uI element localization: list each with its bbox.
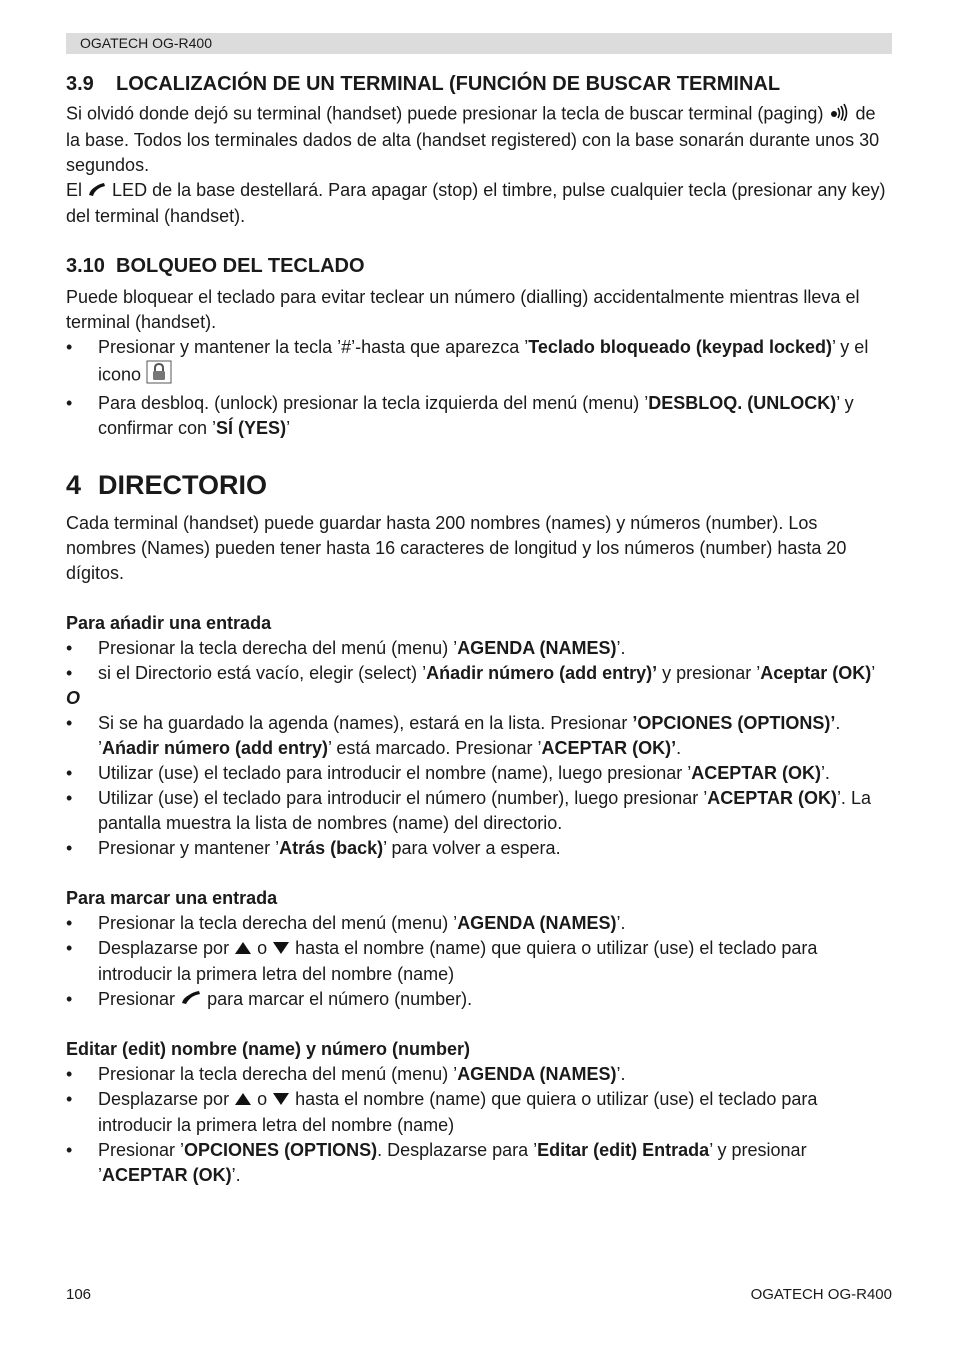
list-item: • Utilizar (use) el teclado para introducir el nombre (name), luego presionar ’ACEPTAR (OK)’.: [66, 762, 830, 783]
bullet-list: [66, 335, 892, 441]
list-item: • Presionar la tecla derecha del menú (menu) ’AGENDA (NAMES)’.: [66, 637, 626, 658]
list-item: • Utilizar (use) el teclado para introducir el número (number), luego presionar ’ACEPTAR (OK)’. La pantalla muestra la lista de nombres (name) del directorio.: [66, 787, 871, 833]
list-item: • Para desbloq. (unlock) presionar la tecla izquierda del menú (menu) ’DESBLOQ. (UNLOCK)’ y confirmar con ’SÍ (YES)’: [66, 392, 854, 438]
down-arrow-icon: [272, 937, 290, 962]
section-number: 3.10: [66, 254, 105, 277]
section-title: BOLQUEO DEL TECLADO: [116, 254, 365, 277]
list-item: • Desplazarse por o hasta el nombre (name) que quiera o utilizar (use) el teclado para introducir la primera letra del nombre (name): [66, 1089, 818, 1135]
bullet-list: [66, 1062, 892, 1188]
section-3-10-heading: [66, 254, 892, 279]
list-item: • Presionar la tecla derecha del menú (menu) ’AGENDA (NAMES)’.: [66, 912, 626, 933]
bullet-list: [66, 711, 892, 861]
padlock-icon: [146, 360, 172, 391]
subsection-heading-edit: Editar (edit) nombre (name) y número (number): [66, 1039, 471, 1060]
paragraph: Puede bloquear el teclado para evitar teclear un número (dialling) accidentalmente mientras lleva el terminal (handset).: [66, 286, 860, 332]
phone-handset-icon: [180, 987, 202, 1012]
section-number: 3.9: [66, 73, 94, 95]
bullet-list: [66, 911, 892, 1013]
list-item: • Presionar y mantener ’Atrás (back)’ para volver a espera.: [66, 837, 561, 858]
list-item: • si el Directorio está vacío, elegir (select) ’Ańadir número (add entry)’ y presionar ’Aceptar (OK)’: [66, 662, 876, 683]
bullet-list: [66, 636, 892, 686]
up-arrow-icon: [234, 937, 252, 962]
list-item: • Presionar y mantener la tecla ’#’-hasta que aparezca ’Teclado bloqueado (keypad locked)’ y el icono: [66, 335, 892, 391]
up-arrow-icon: [234, 1088, 252, 1113]
running-header: OGATECH OG-R400: [66, 33, 892, 54]
chapter-number: 4: [66, 469, 82, 500]
subsection-heading-add: Para ańadir una entrada: [66, 612, 272, 633]
paragraph: Si olvidó donde dejó su terminal (handset) puede presionar la tecla de buscar terminal (paging) de la base. Todos los terminales dados de alta (handset registered) con la base sonarán durante unos 30 segundos.: [66, 101, 892, 178]
subsection-heading-dial: Para marcar una entrada: [66, 887, 278, 908]
list-item: • Presionar la tecla derecha del menú (menu) ’AGENDA (NAMES)’.: [66, 1064, 626, 1085]
or-separator: O: [66, 687, 81, 708]
section-3-9-heading: [66, 72, 892, 97]
list-item: • Presionar ’OPCIONES (OPTIONS). Desplazarse para ’Editar (edit) Entrada’ y presionar ’ACEPTAR (OK)’.: [66, 1140, 807, 1185]
paragraph: El LED de la base destellará. Para apagar (stop) el timbre, pulse cualquier tecla (presionar any key) del terminal (handset).: [66, 180, 886, 226]
paragraph: Cada terminal (handset) puede guardar hasta 200 nombres (names) y números (number). Los nombres (Names) pueden tener hasta 16 caracteres de longitud y los números (number) hasta 20 dígitos.: [66, 512, 847, 583]
page-number: 106: [66, 1286, 92, 1303]
paging-icon: [828, 101, 850, 128]
list-item: • Si se ha guardado la agenda (names), estará en la lista. Presionar ’OPCIONES (OPTIONS)’. ’Ańadir número (add entry)’ está marcado. Presionar ’ACEPTAR (OK)’.: [66, 712, 841, 758]
chapter-title: DIRECTORIO: [98, 469, 268, 500]
phone-handset-icon: [87, 179, 107, 204]
running-footer: OGATECH OG-R400: [750, 1286, 892, 1303]
list-item: • Desplazarse por o hasta el nombre (name) que quiera o utilizar (use) el teclado para introducir la primera letra del nombre (name): [66, 937, 818, 984]
page-content: [66, 72, 892, 1188]
list-item: • Presionar para marcar el número (number).: [66, 987, 892, 1013]
section-title: LOCALIZACIÓN DE UN TERMINAL (FUNCIÓN DE BUSCAR TERMINAL: [116, 73, 781, 95]
chapter-4-heading: [66, 469, 892, 501]
down-arrow-icon: [272, 1088, 290, 1113]
